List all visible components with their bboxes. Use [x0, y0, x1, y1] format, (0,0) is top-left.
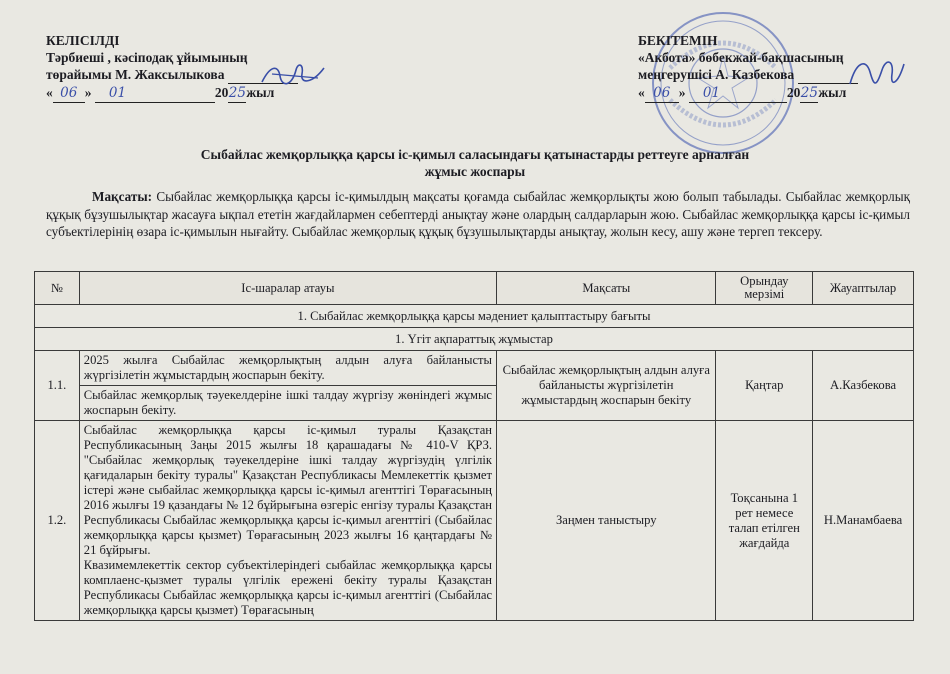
row-activity-b: Сыбайлас жемқорлық тәуекелдеріне ішкі талдау жүргізу жөніндегі жұмыс жоспарын бекіту. — [79, 386, 496, 421]
header-responsible: Жауаптылар — [813, 272, 914, 305]
header-goal: Мақсаты — [497, 272, 716, 305]
header-activity: Іс-шаралар атауы — [79, 272, 496, 305]
row-activity — [79, 421, 496, 621]
purpose-label: Мақсаты: — [92, 189, 153, 204]
row-goal: Сыбайлас жемқорлықтың алдын алуға байланысты жүргізілетін жұмыстардың жоспарын бекіту — [497, 351, 716, 421]
right-date-year-word: жыл — [818, 85, 847, 100]
row-responsible: А.Казбекова — [813, 351, 914, 421]
section-title: 1. Сыбайлас жемқорлыққа қарсы мәдениет қалыптастыру бағыты — [35, 305, 914, 328]
left-date-month: 01 — [95, 85, 215, 103]
document-title — [0, 146, 950, 180]
right-date-month: 01 — [689, 85, 787, 103]
left-date-day: 06 — [53, 85, 85, 103]
row-number: 1.2. — [35, 421, 80, 621]
left-date-year-prefix: 20 — [214, 85, 229, 100]
right-approval-name: меңгерушісі А. Казбекова — [638, 67, 795, 82]
work-plan-table — [34, 271, 914, 621]
right-approval-date — [638, 84, 858, 103]
right-approval-block — [638, 32, 858, 103]
table-row — [35, 351, 914, 386]
left-approval-name: төрайымы М. Жаксылыкова — [46, 67, 225, 82]
row-responsible: Н.Манамбаева — [813, 421, 914, 621]
row-deadline: Қаңтар — [716, 351, 813, 421]
right-approval-line1: «Акбота» бөбекжай-бақшасының — [638, 50, 844, 65]
purpose-text: Сыбайлас жемқорлыққа қарсы іс-қимылдың мақсаты қоғамда сыбайлас жемқорлықты жою болып табылады. Сыбайлас жемқорлық құқық бұзушылықтар жасауға ықпал ететін жағдайлармен себептерді анықтау және олардың салдарларын жою. Сыбайлас жемқорлыққа қарсы іс-қимыл субъектілерінің өзара іс-қимылын нығайту. Сыбайлас жемқорлық құқық бұзушылықтарды анықтау, жолын кесу, ашу және тергеп тексеру. — [46, 189, 911, 239]
date-quote-open: « — [638, 85, 645, 100]
right-approval-line2 — [638, 66, 858, 84]
left-date-year-word: жыл — [246, 85, 275, 100]
right-date-day: 06 — [645, 85, 679, 103]
document-title-line2: жұмыс жоспары — [424, 164, 526, 179]
left-approval-title: КЕЛІСІЛДІ — [46, 33, 120, 48]
table-row — [35, 421, 914, 621]
header-number: № — [35, 272, 80, 305]
row-goal: Заңмен таныстыру — [497, 421, 716, 621]
left-signature-mark — [258, 56, 328, 92]
right-approval-title: БЕКІТЕМІН — [638, 33, 718, 48]
date-quote-open: « — [46, 85, 53, 100]
document-title-line1: Сыбайлас жемқорлыққа қарсы іс-қимыл саласындағы қатынастарды реттеуге арналған — [200, 147, 750, 162]
row-number: 1.1. — [35, 351, 80, 421]
right-date-year-suffix: 25 — [800, 85, 818, 101]
subsection-title: 1. Үгіт ақпараттық жұмыстар — [35, 328, 914, 351]
row-activity-part1: Сыбайлас жемқорлыққа қарсы іс-қимыл туралы Қазақстан Республикасының Заңы 2015 жылғы 18 қарашадағы № 410-V ҚРЗ. "Сыбайлас жемқорлық тәуекелдеріне ішкі талдау жүргізудің үлгілік қағидаларын бекіту туралы" Қазақстан Республикасы Мемлекеттік қызмет істері және сыбайлас жемқорлыққа қарсы іс-қимыл агенттігі Төрағасының 2016 жылғы 19 қазандағы № 12 бұйрығына өзгеріс енгізу туралы Қазақстан Республикасы Сыбайлас жемқорлыққа қарсы іс-қимыл агенттігі (Сыбайлас жемқорлыққа қарсы қызмет) Төрағасының 2023 жылғы 16 қаңтардағы № 21 бұйрығы. — [83, 423, 493, 557]
left-date-year-suffix: 25 — [228, 85, 246, 101]
subsection-row — [35, 328, 914, 351]
right-signature-mark — [846, 54, 906, 94]
left-approval-line1: Тәрбиеші , кәсіподақ ұйымының — [46, 50, 248, 65]
row-activity-part2: Квазимемлекеттік сектор субъектілеріндегі сыбайлас жемқорлыққа қарсы комплаенс-қызмет туралы үлгілік ережені бекіту туралы Қазақстан Республикасы Сыбайлас жемқорлыққа қарсы іс-қимыл агенттігі (Сыбайлас жемқорлыққа қарсы қызмет) Төрағасының — [83, 558, 493, 617]
table-header-row — [35, 272, 914, 305]
section-row — [35, 305, 914, 328]
row-activity-a: 2025 жылға Сыбайлас жемқорлықтың алдын алуға байланысты жүргізілетін жұмыстардың жоспарын бекіту. — [79, 351, 496, 386]
date-quote-close: » — [84, 85, 92, 100]
header-deadline: Орындау мерзімі — [716, 272, 813, 305]
row-deadline: Тоқсанына 1 рет немесе талап етілген жағдайда — [716, 421, 813, 621]
date-quote-close: » — [678, 85, 686, 100]
purpose-paragraph — [46, 188, 910, 241]
right-date-year-prefix: 20 — [786, 85, 801, 100]
